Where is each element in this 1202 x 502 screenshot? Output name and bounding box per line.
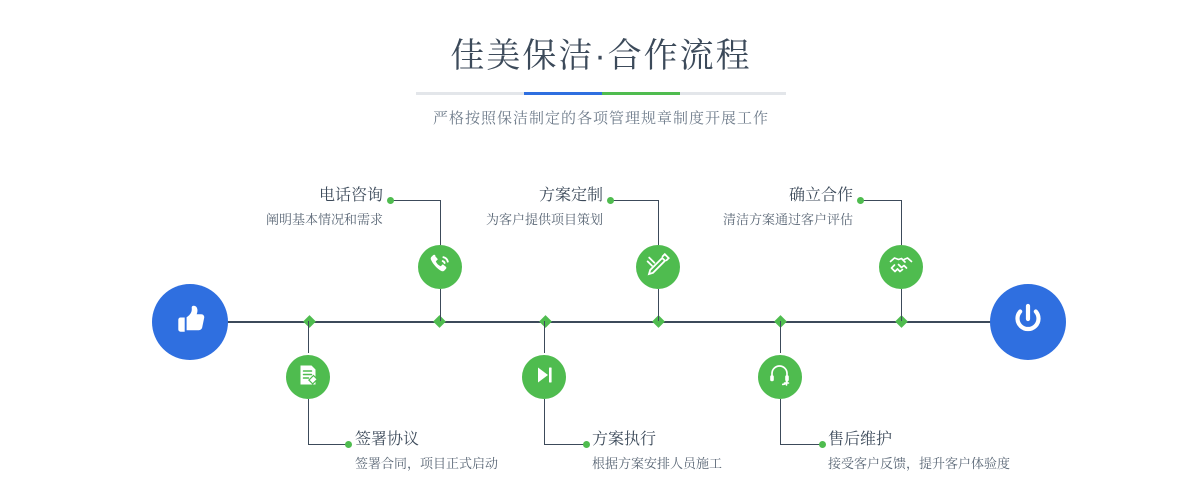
play-next-icon (532, 363, 556, 392)
document-edit-icon (295, 362, 321, 393)
step-4-title: 方案执行 (592, 431, 657, 448)
power-icon (1008, 300, 1048, 345)
step-2-label (355, 430, 615, 474)
connector-step-2-vertical (308, 399, 309, 444)
axis-marker-3 (539, 315, 552, 328)
phone-ring-icon (427, 252, 453, 283)
step-4-icon-badge (522, 355, 566, 399)
connector-step-2-horizontal (308, 444, 348, 445)
connector-step-5-vertical (901, 200, 902, 245)
step-6-icon-badge (758, 355, 802, 399)
headset-add-icon (767, 362, 793, 393)
step-3-label (380, 186, 603, 230)
step-3-title: 方案定制 (538, 187, 603, 204)
connector-dot-step-6 (819, 441, 826, 448)
step-2-desc: 签署合同，项目正式启动 (355, 456, 499, 471)
page-title: 佳美保洁·合作流程 (450, 37, 752, 75)
step-6-label (828, 430, 1148, 474)
step-6-desc: 接受客户反馈，提升客户体验度 (828, 456, 1011, 471)
step-5-label (620, 186, 853, 230)
connector-step-6-vertical (780, 399, 781, 444)
connector-dot-step-4 (583, 441, 590, 448)
step-5-icon-badge (879, 245, 923, 289)
step-2-icon-badge (286, 355, 330, 399)
connector-step-6-upper (780, 321, 781, 353)
connector-step-6-horizontal (780, 444, 822, 445)
divider-segment-green (602, 92, 680, 95)
step-3-desc: 为客户提供项目策划 (485, 212, 603, 227)
start-node (152, 284, 228, 360)
step-1-desc: 阐明基本情况和需求 (265, 212, 383, 227)
connector-dot-step-5 (857, 197, 864, 204)
step-3-icon-badge (636, 245, 680, 289)
connector-step-2-upper (308, 321, 309, 353)
step-4-desc: 根据方案安排人员施工 (592, 456, 723, 471)
handshake-icon (888, 252, 914, 283)
step-5-desc: 清洁方案通过客户评估 (722, 212, 853, 227)
step-1-title: 电话咨询 (318, 187, 383, 204)
connector-step-5-lower (901, 289, 902, 321)
connector-step-1-lower (440, 289, 441, 321)
step-1-icon-badge (418, 245, 462, 289)
pen-ruler-icon (645, 252, 671, 283)
step-5-title: 确立合作 (788, 187, 853, 204)
axis-marker-1 (303, 315, 316, 328)
step-1-label (155, 186, 383, 230)
connector-step-3-lower (658, 289, 659, 321)
connector-dot-step-2 (345, 441, 352, 448)
connector-step-4-vertical (544, 399, 545, 444)
step-2-title: 签署协议 (355, 431, 420, 448)
connector-step-5-horizontal (862, 200, 902, 201)
connector-dot-step-3 (607, 197, 614, 204)
header (0, 34, 1202, 128)
thumbs-up-icon (170, 300, 210, 345)
finish-node (990, 284, 1066, 360)
title-divider (416, 92, 786, 95)
connector-step-4-horizontal (544, 444, 586, 445)
step-6-title: 售后维护 (828, 431, 893, 448)
connector-step-4-upper (544, 321, 545, 353)
divider-segment-blue (524, 92, 602, 95)
page-subtitle: 严格按照保洁制定的各项管理规章制度开展工作 (432, 110, 769, 127)
